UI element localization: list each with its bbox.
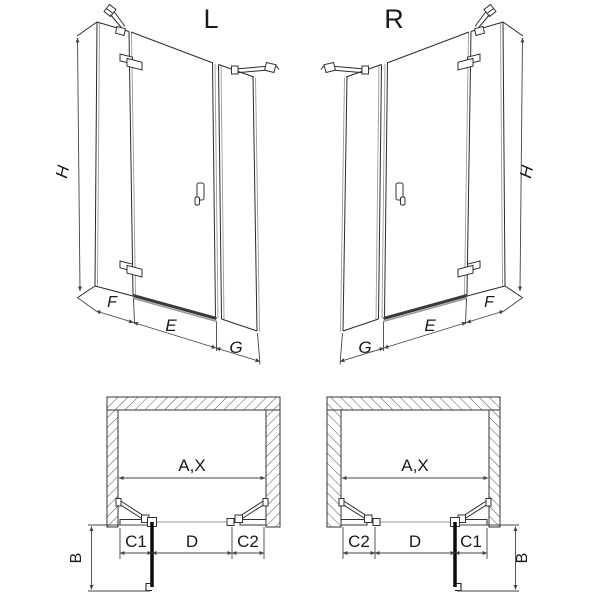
variant-label-right: R bbox=[384, 4, 404, 34]
dim-label-total-width-right: A,X bbox=[401, 456, 429, 475]
dim-label-door-e-left: E bbox=[165, 316, 177, 335]
dim-label-fixed-f-left: F bbox=[107, 294, 117, 311]
dim-label-b-right: B bbox=[514, 552, 531, 564]
dim-label-door-e-right: E bbox=[424, 316, 436, 335]
dim-label-fixed-g-left: G bbox=[229, 338, 243, 357]
variant-label-left: L bbox=[203, 4, 219, 34]
dim-label-c1-left: C1 bbox=[125, 532, 147, 551]
dim-label-height-left: H bbox=[52, 163, 74, 180]
dim-label-total-width-left: A,X bbox=[178, 456, 206, 475]
support-bar-mount bbox=[232, 66, 239, 74]
dim-label-fixed-g-right: G bbox=[358, 338, 372, 357]
dim-label-height-right: H bbox=[516, 163, 538, 180]
wall-top bbox=[107, 397, 280, 410]
dim-label-c2-right: C2 bbox=[348, 532, 370, 551]
dim-label-fixed-f-right: F bbox=[484, 294, 494, 311]
door-strike-block bbox=[227, 519, 234, 526]
dim-label-d-left: D bbox=[185, 532, 199, 551]
plan-view-right bbox=[327, 397, 519, 591]
plan-view-left bbox=[88, 397, 280, 591]
wall-right bbox=[266, 410, 280, 527]
dim-label-d-right: D bbox=[408, 532, 422, 551]
support-bar-screw bbox=[265, 63, 277, 73]
dim-label-c1-right: C1 bbox=[460, 532, 482, 551]
dim-label-c2-left: C2 bbox=[237, 532, 259, 551]
fixed-panel-c2 bbox=[240, 520, 266, 526]
wall-left bbox=[107, 410, 118, 527]
dim-label-b-left: B bbox=[68, 552, 85, 564]
